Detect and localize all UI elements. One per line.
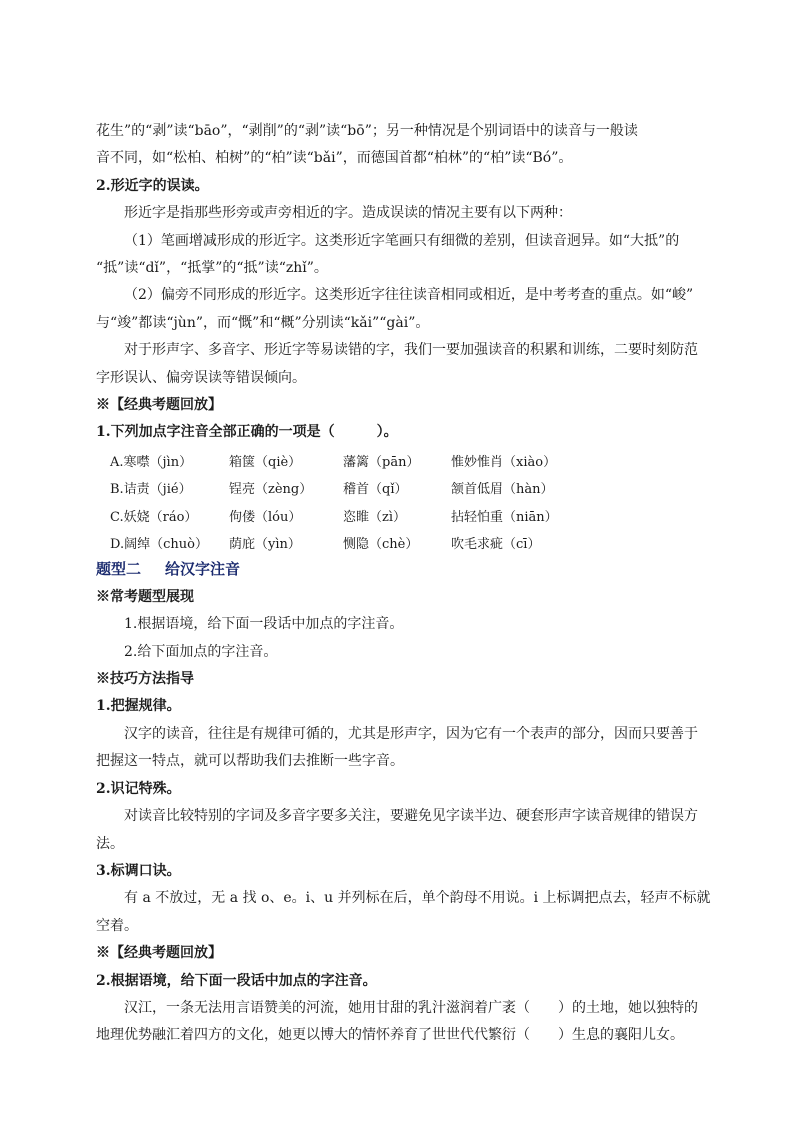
option-cell: 箱箧（qiè） [229,455,302,471]
label-common-types: ※常考题型展现 [96,588,194,605]
paragraph-cont: 地理优势融汇着四方的文化，她更以博大的情怀养育了世世代代繁衍（ ）生息的襄阳儿女。 [96,1027,684,1044]
paragraph-cont: 空着。 [96,917,138,934]
subheading-xingjinzi: 2.形近字的误读。 [96,177,209,194]
paragraph: 有 a 不放过，无 a 找 o、e。i、u 并列标在后，单个韵母不用说。i 上标调把点去，轻声不标就 [124,890,711,907]
option-cell: 拈轻怕重（niān） [451,509,558,525]
text-line: 花生”的“剥”读“bāo”，“剥削”的“剥”读“bō”；另一种情况是个别词语中的读音与一般读 [96,123,638,139]
subheading: 1.把握规律。 [96,698,181,715]
paragraph: 形近字是指那些形旁或声旁相近的字。造成误读的情况主要有以下两种： [124,205,572,222]
section-heading [96,556,702,583]
option-cell: A.寒噤（jìn） [110,455,193,471]
section-label-classic-review: ※【经典考题回放】 [96,945,222,962]
paragraph-cont: 与“竣”都读“jùn”，而“慨”和“概”分别读“kǎi”“gài”。 [96,314,430,331]
paragraph: 对读音比较特别的字词及多音字要多关注，要避免见字读半边、硬套形声字读音规律的错误方 [124,808,698,825]
option-cell: 吹毛求疵（cī） [451,537,541,553]
option-row-b [110,474,611,501]
list-item: 1.根据语境，给下面一段话中加点的字注音。 [124,616,404,633]
option-cell: 稽首（qǐ） [343,482,408,498]
option-cell: 佝偻（lóu） [229,509,302,525]
option-cell: 锃亮（zèng） [229,482,313,498]
paragraph-cont: 把握这一特点，就可以帮助我们去推断一些字音。 [96,753,404,770]
options-table [110,447,611,557]
option-cell: 惟妙惟肖（xiào） [451,455,557,471]
option-cell: B.诘责（jié） [110,482,192,498]
paragraph: 汉字的读音，往往是有规律可循的，尤其是形声字，因为它有一个表声的部分，因而只要善于 [124,725,698,742]
paragraph: （2）偏旁不同形成的形近字。这类形近字往往读音相同或相近，是中考考查的重点。如“峻” [124,287,694,304]
option-cell: 恣睢（zì） [343,509,407,525]
option-row-d [110,529,611,556]
label-technique: ※技巧方法指导 [96,671,194,688]
option-cell: C.妖娆（ráo） [110,509,198,525]
paragraph: 对于形声字、多音字、形近字等易读错的字，我们一要加强读音的积累和训练，二要时刻防范 [124,342,698,359]
paragraph-cont: “抵”读“dǐ”，“抵掌”的“抵”读“zhǐ”。 [96,260,328,277]
paragraph-cont: 字形误认、偏旁误读等错误倾向。 [96,369,306,386]
text-line: 音不同，如“松柏、柏树”的“柏”读“bǎi”，而德国首都“柏林”的“柏”读“Bó”。 [96,150,573,167]
document-page [96,118,711,1050]
option-cell: 藩篱（pān） [343,455,420,471]
list-item: 2.给下面加点的字注音。 [124,643,278,660]
question-2: 2.根据语境，给下面一段话中加点的字注音。 [96,972,377,989]
section-title: 给汉字注音 [165,560,241,579]
subheading: 2.识记特殊。 [96,780,181,797]
section-label-classic-review: ※【经典考题回放】 [96,397,222,414]
option-cell: 荫庇（yìn） [229,537,301,553]
option-cell: 恻隐（chè） [343,537,419,553]
option-cell: 颔首低眉（hàn） [451,482,554,498]
paragraph-cont: 法。 [96,835,124,852]
option-row-c [110,502,611,529]
subheading: 3.标调口诀。 [96,862,181,879]
section-number: 题型二 [96,560,142,579]
option-cell: D.阔绰（chuò） [110,537,208,553]
paragraph: 汉江，一条无法用言语赞美的河流，她用甘甜的乳汁滋润着广袤（ ）的土地，她以独特的 [124,999,698,1016]
question-1: 1.下列加点字注音全部正确的一项是（ ）。 [96,424,398,441]
paragraph: （1）笔画增减形成的形近字。这类形近字笔画只有细微的差别，但读音迥异。如“大抵”的 [124,232,680,249]
option-row-a [110,447,611,474]
